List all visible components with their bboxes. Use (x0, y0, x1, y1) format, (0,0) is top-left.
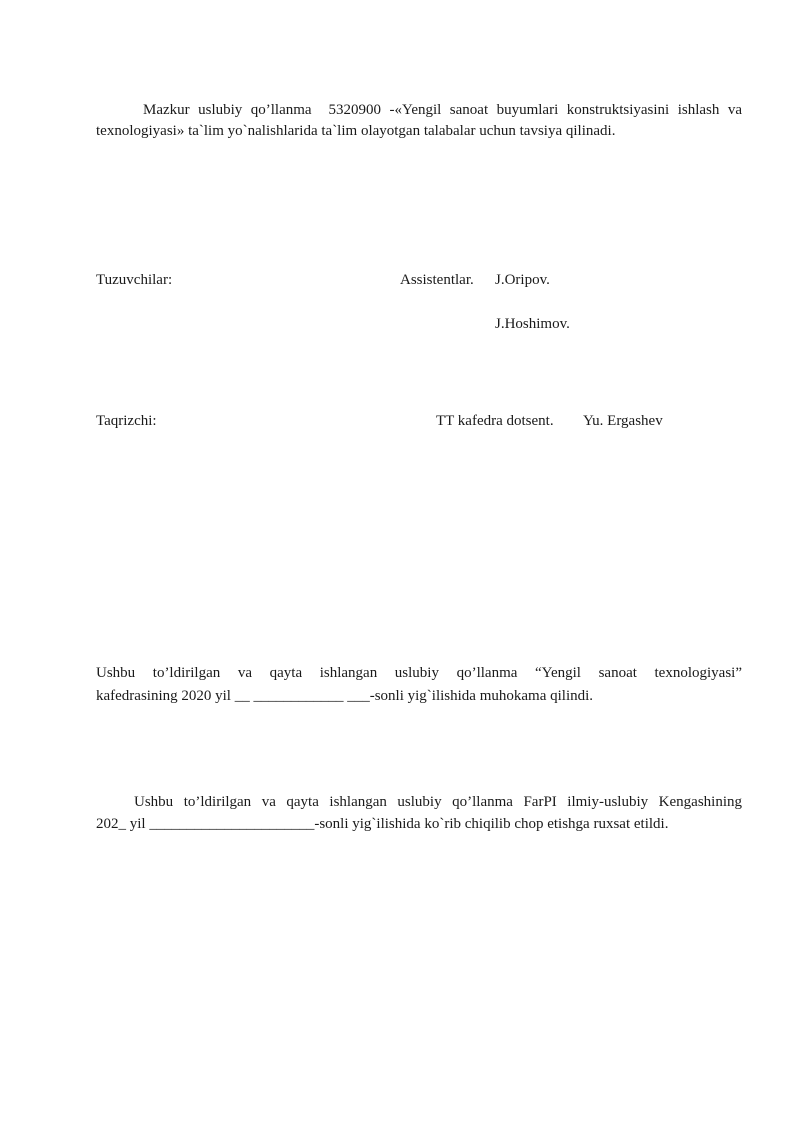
authors-label: Tuzuvchilar: (96, 272, 173, 288)
intro-line-1: Mazkur uslubiy qo’llanma 5320900 -«Yengil sanoat buyumlari konstruktsiyasini ishlash va (143, 102, 742, 118)
council-note-line-1: Ushbu to’ldirilgan va qayta ishlangan uslubiy qo’llanma FarPI ilmiy-uslubiy Kengashining (134, 794, 742, 810)
council-note-line-2: 202_ yil ______________________-sonli yig`ilishida ko`rib chiqilib chop etishga ruxsat etildi. (96, 816, 669, 832)
author-name-1: J.Oripov. (495, 272, 550, 288)
reviewer-name: Yu. Ergashev (583, 413, 663, 429)
intro-line-2: texnologiyasi» ta`lim yo`nalishlarida ta`lim olayotgan talabalar uchun tavsiya qilinadi. (96, 123, 616, 139)
department-note-line-2: kafedrasining 2020 yil __ ____________ ___-sonli yig`ilishida muhokama qilindi. (96, 688, 594, 704)
author-name-2: J.Hoshimov. (495, 316, 570, 332)
reviewer-label: Taqrizchi: (96, 413, 157, 429)
department-note-line-1: Ushbu to’ldirilgan va qayta ishlangan uslubiy qo’llanma “Yengil sanoat texnologiyasi” (96, 665, 742, 681)
authors-role: Assistentlar. (400, 272, 474, 288)
reviewer-role: TT kafedra dotsent. (436, 413, 554, 429)
